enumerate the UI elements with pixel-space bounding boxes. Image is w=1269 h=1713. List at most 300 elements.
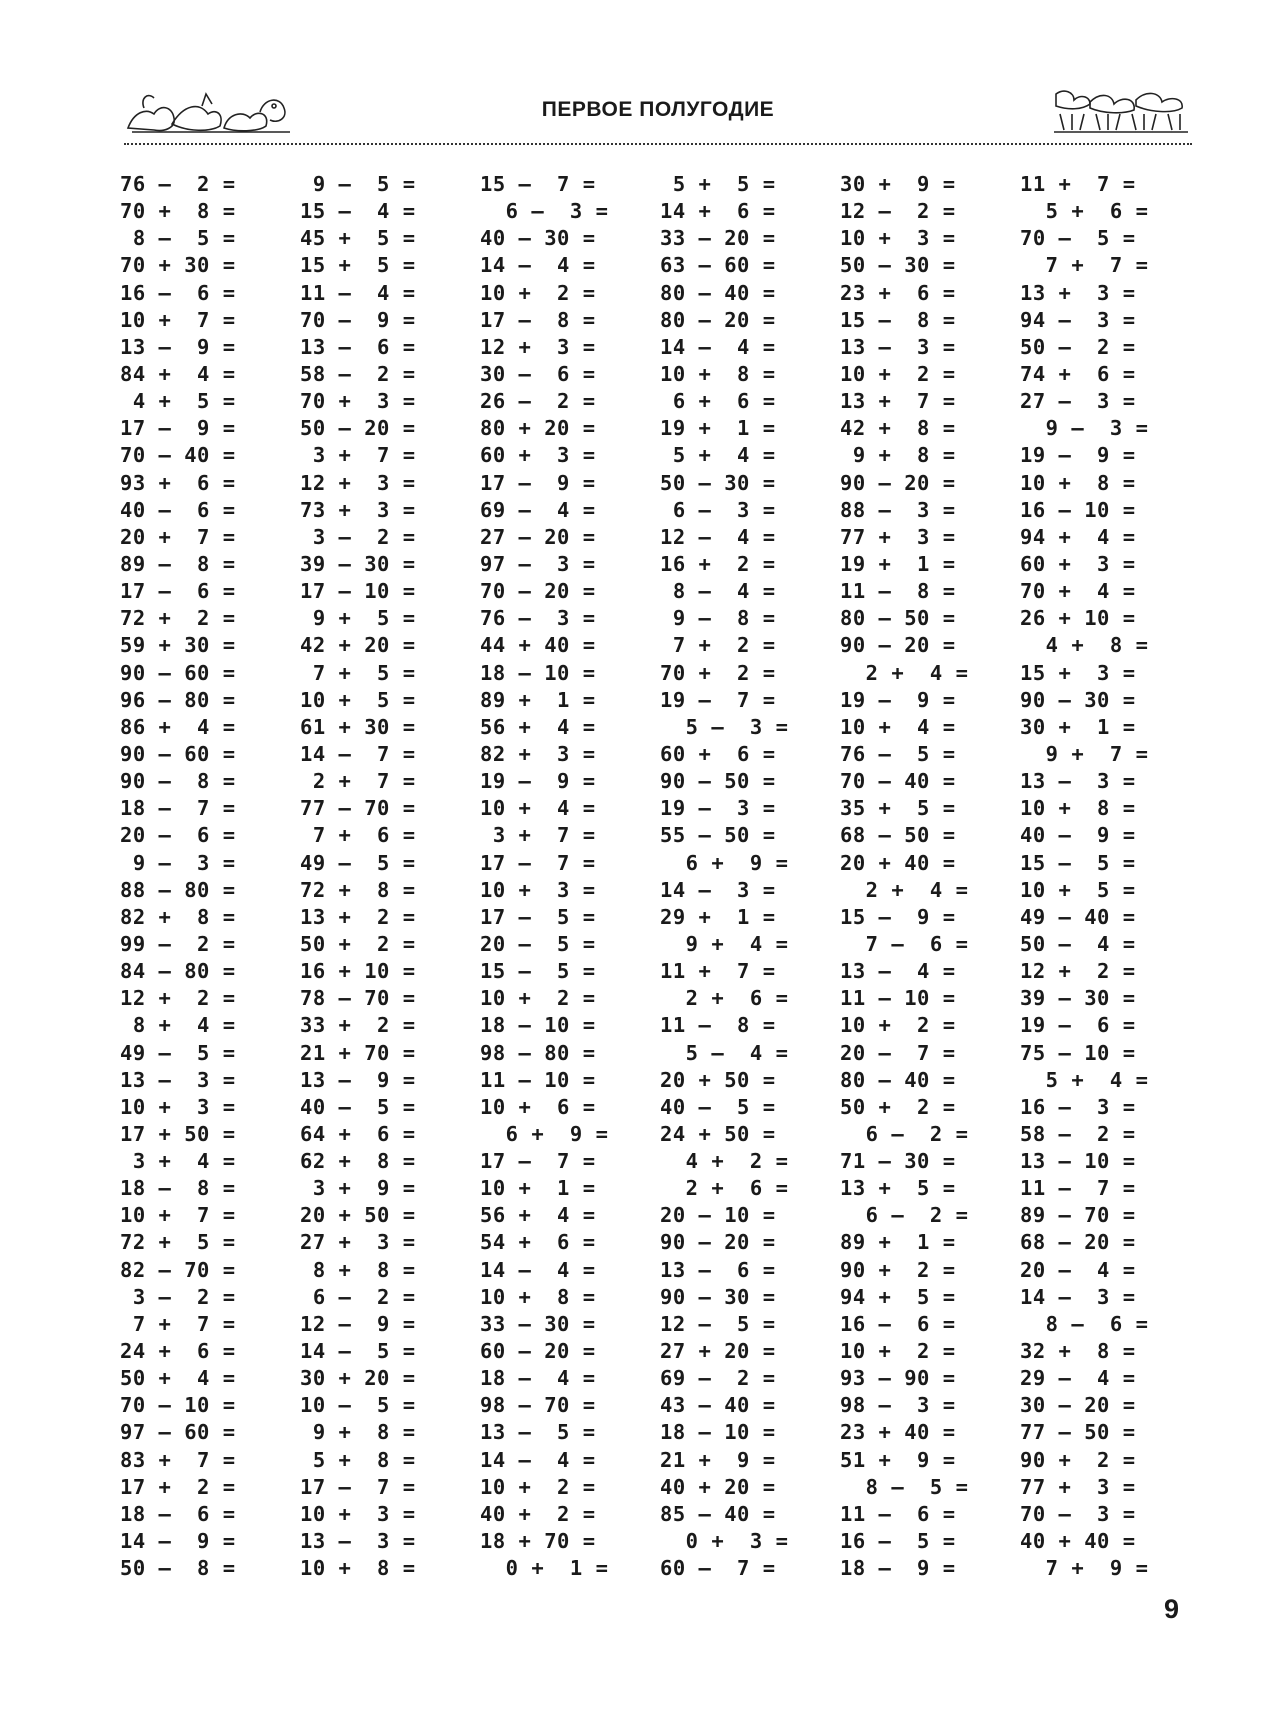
- exercise: 43 – 40 =: [660, 1393, 776, 1418]
- exercise: 90 + 2 =: [840, 1257, 956, 1282]
- exercise: 55 – 50 =: [660, 823, 776, 848]
- exercise: 10 + 8 =: [660, 361, 776, 386]
- exercise: 56 + 4 =: [480, 1203, 596, 1228]
- exercise: 18 – 8 =: [120, 1176, 236, 1201]
- exercise: 33 – 20 =: [660, 226, 776, 251]
- exercise: 20 – 4 =: [1020, 1257, 1136, 1282]
- exercise: 60 + 6 =: [660, 741, 776, 766]
- exercise: 40 – 5 =: [660, 1094, 776, 1119]
- exercise: 2 + 4 =: [840, 660, 969, 685]
- exercise: 49 – 40 =: [1020, 904, 1136, 929]
- exercise: 10 + 5 =: [1020, 877, 1136, 902]
- exercise-column: [120, 171, 300, 1582]
- exercise: 69 – 2 =: [660, 1366, 776, 1391]
- exercise: 27 + 3 =: [300, 1230, 416, 1255]
- exercise: 9 – 3 =: [120, 850, 236, 875]
- exercise: 84 + 4 =: [120, 361, 236, 386]
- exercise: 90 – 60 =: [120, 660, 236, 685]
- exercise: 62 + 8 =: [300, 1149, 416, 1174]
- exercise: 89 – 8 =: [120, 551, 236, 576]
- exercise: 30 + 20 =: [300, 1366, 416, 1391]
- exercise: 18 – 10 =: [480, 660, 596, 685]
- exercise: 10 + 2 =: [480, 986, 596, 1011]
- exercise: 70 – 10 =: [120, 1393, 236, 1418]
- exercise: 14 – 4 =: [480, 253, 596, 278]
- exercise: 35 + 5 =: [840, 796, 956, 821]
- exercise: 11 – 4 =: [300, 280, 416, 305]
- exercise: 7 + 7 =: [1020, 253, 1149, 278]
- exercise: 85 – 40 =: [660, 1501, 776, 1526]
- exercise-column: [1020, 171, 1200, 1582]
- exercise: 12 – 2 =: [840, 199, 956, 224]
- exercise: 10 + 8 =: [300, 1556, 416, 1581]
- exercise: 82 – 70 =: [120, 1257, 236, 1282]
- exercise: 8 – 6 =: [1020, 1311, 1149, 1336]
- exercise: 13 – 10 =: [1020, 1149, 1136, 1174]
- exercise: 13 – 6 =: [660, 1257, 776, 1282]
- exercise-column: [840, 171, 1020, 1582]
- exercise: 15 – 4 =: [300, 199, 416, 224]
- exercise: 39 – 30 =: [1020, 986, 1136, 1011]
- exercise: 50 – 8 =: [120, 1556, 236, 1581]
- exercise: 99 – 2 =: [120, 931, 236, 956]
- exercise: 4 + 2 =: [660, 1149, 789, 1174]
- exercise: 82 + 8 =: [120, 904, 236, 929]
- exercise: 10 + 3 =: [300, 1501, 416, 1526]
- exercise: 20 + 40 =: [840, 850, 956, 875]
- exercise: 18 + 70 =: [480, 1529, 596, 1554]
- exercise: 80 – 40 =: [660, 280, 776, 305]
- exercise: 10 + 8 =: [1020, 470, 1136, 495]
- exercise: 15 + 5 =: [300, 253, 416, 278]
- exercise: 12 + 3 =: [300, 470, 416, 495]
- exercise: 7 + 9 =: [1020, 1556, 1149, 1581]
- exercise: 93 + 6 =: [120, 470, 236, 495]
- exercise: 49 – 5 =: [120, 1040, 236, 1065]
- exercise: 15 + 3 =: [1020, 660, 1136, 685]
- exercise: 10 + 3 =: [480, 877, 596, 902]
- exercise: 10 + 2 =: [480, 1474, 596, 1499]
- exercise: 17 + 50 =: [120, 1121, 236, 1146]
- exercise: 50 + 2 =: [840, 1094, 956, 1119]
- exercise: 56 + 4 =: [480, 714, 596, 739]
- exercise: 80 – 20 =: [660, 307, 776, 332]
- exercise: 60 + 3 =: [480, 443, 596, 468]
- exercise: 8 – 4 =: [660, 579, 776, 604]
- exercise: 18 – 10 =: [660, 1420, 776, 1445]
- exercise: 26 + 10 =: [1020, 606, 1136, 631]
- exercise: 7 + 2 =: [660, 633, 776, 658]
- exercise: 60 + 3 =: [1020, 551, 1136, 576]
- exercise: 23 + 40 =: [840, 1420, 956, 1445]
- exercise: 76 – 2 =: [120, 172, 236, 196]
- exercise: 80 – 40 =: [840, 1067, 956, 1092]
- exercise: 94 + 5 =: [840, 1284, 956, 1309]
- exercise: 80 – 50 =: [840, 606, 956, 631]
- exercise: 20 + 7 =: [120, 524, 236, 549]
- exercise: 89 – 70 =: [1020, 1203, 1136, 1228]
- exercise: 10 + 4 =: [480, 796, 596, 821]
- exercise: 10 – 5 =: [300, 1393, 416, 1418]
- exercise: 70 + 30 =: [120, 253, 236, 278]
- exercise: 75 – 10 =: [1020, 1040, 1136, 1065]
- exercise: 49 – 5 =: [300, 850, 416, 875]
- exercise: 88 – 80 =: [120, 877, 236, 902]
- exercise: 13 + 3 =: [1020, 280, 1136, 305]
- exercise: 13 – 4 =: [840, 959, 956, 984]
- exercise: 19 – 3 =: [660, 796, 776, 821]
- page-header: [124, 84, 1192, 144]
- exercise: 18 – 9 =: [840, 1556, 956, 1581]
- exercise: 6 – 3 =: [480, 199, 609, 224]
- exercise: 70 – 20 =: [480, 579, 596, 604]
- exercise: 6 – 2 =: [840, 1121, 969, 1146]
- exercise-grid: [120, 171, 1200, 1582]
- exercise: 3 – 2 =: [120, 1284, 236, 1309]
- exercise: 40 + 20 =: [660, 1474, 776, 1499]
- exercise: 40 – 5 =: [300, 1094, 416, 1119]
- exercise: 17 – 8 =: [480, 307, 596, 332]
- exercise: 10 + 1 =: [480, 1176, 596, 1201]
- exercise: 60 – 20 =: [480, 1339, 596, 1364]
- exercise: 33 + 2 =: [300, 1013, 416, 1038]
- exercise: 9 + 8 =: [300, 1420, 416, 1445]
- exercise: 5 + 6 =: [1020, 199, 1149, 224]
- exercise: 98 – 3 =: [840, 1393, 956, 1418]
- exercise: 64 + 6 =: [300, 1121, 416, 1146]
- exercise: 13 – 3 =: [1020, 769, 1136, 794]
- exercise: 90 – 30 =: [660, 1284, 776, 1309]
- exercise: 90 – 30 =: [1020, 687, 1136, 712]
- exercise: 97 – 60 =: [120, 1420, 236, 1445]
- exercise: 12 – 9 =: [300, 1311, 416, 1336]
- exercise: 9 – 5 =: [300, 172, 416, 196]
- exercise: 10 + 2 =: [840, 1339, 956, 1364]
- exercise: 3 + 7 =: [480, 823, 596, 848]
- exercise: 15 – 5 =: [1020, 850, 1136, 875]
- exercise: 20 + 50 =: [300, 1203, 416, 1228]
- exercise: 70 – 3 =: [1020, 1501, 1136, 1526]
- exercise: 97 – 3 =: [480, 551, 596, 576]
- exercise: 17 – 10 =: [300, 579, 416, 604]
- exercise: 13 – 3 =: [840, 334, 956, 359]
- exercise: 14 + 6 =: [660, 199, 776, 224]
- exercise: 50 – 30 =: [840, 253, 956, 278]
- exercise: 21 + 9 =: [660, 1447, 776, 1472]
- exercise: 30 + 9 =: [840, 172, 956, 196]
- exercise: 14 – 4 =: [480, 1447, 596, 1472]
- exercise: 60 – 7 =: [660, 1556, 776, 1581]
- animals-sketch-icon: [1050, 84, 1192, 136]
- exercise: 6 + 6 =: [660, 389, 776, 414]
- exercise: 13 – 5 =: [480, 1420, 596, 1445]
- exercise: 11 – 8 =: [660, 1013, 776, 1038]
- exercise: 18 – 7 =: [120, 796, 236, 821]
- exercise: 9 + 4 =: [660, 931, 789, 956]
- exercise: 20 – 10 =: [660, 1203, 776, 1228]
- exercise: 96 – 80 =: [120, 687, 236, 712]
- exercise: 68 – 50 =: [840, 823, 956, 848]
- exercise: 15 – 9 =: [840, 904, 956, 929]
- exercise: 73 + 3 =: [300, 497, 416, 522]
- exercise: 19 + 1 =: [840, 551, 956, 576]
- exercise: 10 + 2 =: [480, 280, 596, 305]
- exercise: 71 – 30 =: [840, 1149, 956, 1174]
- exercise: 58 – 2 =: [1020, 1121, 1136, 1146]
- exercise: 54 + 6 =: [480, 1230, 596, 1255]
- exercise: 16 – 10 =: [1020, 497, 1136, 522]
- exercise: 24 + 50 =: [660, 1121, 776, 1146]
- exercise: 80 + 20 =: [480, 416, 596, 441]
- exercise: 3 + 9 =: [300, 1176, 416, 1201]
- exercise: 10 + 2 =: [840, 1013, 956, 1038]
- exercise: 12 + 2 =: [120, 986, 236, 1011]
- exercise: 3 + 4 =: [120, 1149, 236, 1174]
- exercise: 9 – 3 =: [1020, 416, 1149, 441]
- exercise: 10 + 8 =: [1020, 796, 1136, 821]
- exercise: 50 – 20 =: [300, 416, 416, 441]
- exercise: 16 – 3 =: [1020, 1094, 1136, 1119]
- exercise: 13 – 9 =: [300, 1067, 416, 1092]
- exercise: 0 + 1 =: [480, 1556, 609, 1581]
- exercise: 8 – 5 =: [120, 226, 236, 251]
- exercise: 63 – 60 =: [660, 253, 776, 278]
- exercise: 61 + 30 =: [300, 714, 416, 739]
- exercise: 17 + 2 =: [120, 1474, 236, 1499]
- exercise: 7 + 7 =: [120, 1311, 236, 1336]
- exercise: 26 – 2 =: [480, 389, 596, 414]
- exercise: 17 – 5 =: [480, 904, 596, 929]
- exercise: 11 – 10 =: [480, 1067, 596, 1092]
- exercise: 76 – 3 =: [480, 606, 596, 631]
- exercise: 7 – 6 =: [840, 931, 969, 956]
- exercise: 50 – 2 =: [1020, 334, 1136, 359]
- exercise: 90 – 60 =: [120, 741, 236, 766]
- exercise: 8 – 5 =: [840, 1474, 969, 1499]
- exercise: 11 + 7 =: [1020, 172, 1136, 196]
- exercise: 70 + 2 =: [660, 660, 776, 685]
- exercise: 11 – 7 =: [1020, 1176, 1136, 1201]
- exercise: 18 – 6 =: [120, 1501, 236, 1526]
- exercise: 13 – 3 =: [120, 1067, 236, 1092]
- exercise: 11 + 7 =: [660, 959, 776, 984]
- exercise: 11 – 8 =: [840, 579, 956, 604]
- exercise: 14 – 4 =: [480, 1257, 596, 1282]
- page-title: ПЕРВОЕ ПОЛУГОДИЕ: [541, 98, 775, 121]
- exercise: 82 + 3 =: [480, 741, 596, 766]
- exercise: 19 – 9 =: [480, 769, 596, 794]
- exercise: 98 – 80 =: [480, 1040, 596, 1065]
- exercise: 13 – 3 =: [300, 1529, 416, 1554]
- exercise: 13 + 2 =: [300, 904, 416, 929]
- exercise: 51 + 9 =: [840, 1447, 956, 1472]
- exercise: 2 + 6 =: [660, 986, 789, 1011]
- exercise-column: [480, 171, 660, 1582]
- exercise: 30 + 1 =: [1020, 714, 1136, 739]
- exercise: 39 – 30 =: [300, 551, 416, 576]
- exercise: 10 + 6 =: [480, 1094, 596, 1119]
- exercise: 8 + 8 =: [300, 1257, 416, 1282]
- exercise: 16 + 10 =: [300, 959, 416, 984]
- exercise: 83 + 7 =: [120, 1447, 236, 1472]
- exercise: 23 + 6 =: [840, 280, 956, 305]
- exercise: 3 + 7 =: [300, 443, 416, 468]
- exercise: 50 – 4 =: [1020, 931, 1136, 956]
- exercise: 19 – 9 =: [1020, 443, 1136, 468]
- exercise: 19 – 9 =: [840, 687, 956, 712]
- exercise: 50 + 4 =: [120, 1366, 236, 1391]
- exercise: 94 + 4 =: [1020, 524, 1136, 549]
- exercise: 89 + 1 =: [480, 687, 596, 712]
- exercise: 12 + 2 =: [1020, 959, 1136, 984]
- exercise: 4 + 5 =: [120, 389, 236, 414]
- exercise: 5 – 4 =: [660, 1040, 789, 1065]
- exercise: 13 – 9 =: [120, 334, 236, 359]
- exercise: 58 – 2 =: [300, 361, 416, 386]
- exercise: 7 + 6 =: [300, 823, 416, 848]
- exercise: 40 – 9 =: [1020, 823, 1136, 848]
- exercise: 2 + 7 =: [300, 769, 416, 794]
- exercise: 40 + 40 =: [1020, 1529, 1136, 1554]
- exercise: 17 – 9 =: [480, 470, 596, 495]
- exercise: 90 – 20 =: [840, 470, 956, 495]
- exercise: 15 – 7 =: [480, 172, 596, 196]
- exercise: 86 + 4 =: [120, 714, 236, 739]
- exercise: 10 + 4 =: [840, 714, 956, 739]
- exercise: 6 – 2 =: [300, 1284, 416, 1309]
- exercise: 70 – 40 =: [120, 443, 236, 468]
- exercise: 18 – 10 =: [480, 1013, 596, 1038]
- exercise: 70 – 9 =: [300, 307, 416, 332]
- exercise: 13 – 6 =: [300, 334, 416, 359]
- exercise: 40 – 30 =: [480, 226, 596, 251]
- exercise: 29 + 1 =: [660, 904, 776, 929]
- exercise: 10 + 8 =: [480, 1284, 596, 1309]
- exercise: 20 – 5 =: [480, 931, 596, 956]
- exercise: 70 + 8 =: [120, 199, 236, 224]
- exercise: 10 + 3 =: [120, 1094, 236, 1119]
- exercise: 17 – 7 =: [480, 1149, 596, 1174]
- exercise: 27 + 20 =: [660, 1339, 776, 1364]
- exercise: 84 – 80 =: [120, 959, 236, 984]
- exercise: 27 – 3 =: [1020, 389, 1136, 414]
- exercise: 68 – 20 =: [1020, 1230, 1136, 1255]
- exercise: 5 + 8 =: [300, 1447, 416, 1472]
- exercise: 29 – 4 =: [1020, 1366, 1136, 1391]
- exercise: 17 – 9 =: [120, 416, 236, 441]
- exercise: 17 – 7 =: [300, 1474, 416, 1499]
- exercise: 14 – 4 =: [660, 334, 776, 359]
- exercise: 5 + 4 =: [660, 443, 776, 468]
- exercise: 50 – 30 =: [660, 470, 776, 495]
- exercise: 12 – 4 =: [660, 524, 776, 549]
- exercise: 12 + 3 =: [480, 334, 596, 359]
- exercise: 6 – 2 =: [840, 1203, 969, 1228]
- exercise: 16 – 6 =: [120, 280, 236, 305]
- exercise: 5 – 3 =: [660, 714, 789, 739]
- header-divider: [124, 143, 1192, 145]
- exercise: 70 + 4 =: [1020, 579, 1136, 604]
- exercise: 90 + 2 =: [1020, 1447, 1136, 1472]
- exercise: 6 + 9 =: [660, 850, 789, 875]
- exercise: 40 – 6 =: [120, 497, 236, 522]
- exercise: 21 + 70 =: [300, 1040, 416, 1065]
- exercise: 24 + 6 =: [120, 1339, 236, 1364]
- exercise: 17 – 7 =: [480, 850, 596, 875]
- exercise: 20 + 50 =: [660, 1067, 776, 1092]
- exercise: 12 – 5 =: [660, 1311, 776, 1336]
- exercise-column: [660, 171, 840, 1582]
- exercise: 72 + 5 =: [120, 1230, 236, 1255]
- exercise: 77 – 70 =: [300, 796, 416, 821]
- exercise: 90 – 50 =: [660, 769, 776, 794]
- exercise: 15 – 5 =: [480, 959, 596, 984]
- exercise: 8 + 4 =: [120, 1013, 236, 1038]
- exercise: 10 + 3 =: [840, 226, 956, 251]
- exercise: 2 + 4 =: [840, 877, 969, 902]
- exercise: 20 – 6 =: [120, 823, 236, 848]
- exercise: 30 – 20 =: [1020, 1393, 1136, 1418]
- exercise: 0 + 3 =: [660, 1529, 789, 1554]
- exercise: 17 – 6 =: [120, 579, 236, 604]
- exercise: 6 – 3 =: [660, 497, 776, 522]
- exercise: 90 – 8 =: [120, 769, 236, 794]
- exercise: 76 – 5 =: [840, 741, 956, 766]
- exercise: 9 + 7 =: [1020, 741, 1149, 766]
- exercise: 19 – 6 =: [1020, 1013, 1136, 1038]
- exercise: 14 – 5 =: [300, 1339, 416, 1364]
- exercise: 10 + 7 =: [120, 307, 236, 332]
- exercise: 14 – 3 =: [660, 877, 776, 902]
- exercise: 14 – 7 =: [300, 741, 416, 766]
- exercise: 16 – 5 =: [840, 1529, 956, 1554]
- exercise: 11 – 10 =: [840, 986, 956, 1011]
- exercise: 74 + 6 =: [1020, 361, 1136, 386]
- exercise: 90 – 20 =: [660, 1230, 776, 1255]
- exercise: 72 + 2 =: [120, 606, 236, 631]
- exercise: 5 + 4 =: [1020, 1067, 1149, 1092]
- exercise: 42 + 8 =: [840, 416, 956, 441]
- exercise: 19 + 1 =: [660, 416, 776, 441]
- exercise: 27 – 20 =: [480, 524, 596, 549]
- exercise: 70 + 3 =: [300, 389, 416, 414]
- exercise: 18 – 4 =: [480, 1366, 596, 1391]
- exercise: 13 + 7 =: [840, 389, 956, 414]
- exercise: 10 + 2 =: [840, 361, 956, 386]
- exercise: 59 + 30 =: [120, 633, 236, 658]
- exercise: 15 – 8 =: [840, 307, 956, 332]
- exercise: 32 + 8 =: [1020, 1339, 1136, 1364]
- exercise: 70 – 5 =: [1020, 226, 1136, 251]
- exercise: 9 + 8 =: [840, 443, 956, 468]
- exercise: 16 + 2 =: [660, 551, 776, 576]
- exercise: 42 + 20 =: [300, 633, 416, 658]
- exercise: 3 – 2 =: [300, 524, 416, 549]
- exercise: 5 + 5 =: [660, 172, 776, 196]
- exercise: 94 – 3 =: [1020, 307, 1136, 332]
- exercise: 50 + 2 =: [300, 931, 416, 956]
- exercise: 19 – 7 =: [660, 687, 776, 712]
- exercise: 20 – 7 =: [840, 1040, 956, 1065]
- exercise: 14 – 9 =: [120, 1529, 236, 1554]
- exercise: 89 + 1 =: [840, 1230, 956, 1255]
- exercise: 45 + 5 =: [300, 226, 416, 251]
- exercise: 93 – 90 =: [840, 1366, 956, 1391]
- exercise: 9 + 5 =: [300, 606, 416, 631]
- exercise: 4 + 8 =: [1020, 633, 1149, 658]
- exercise: 9 – 8 =: [660, 606, 776, 631]
- exercise: 16 – 6 =: [840, 1311, 956, 1336]
